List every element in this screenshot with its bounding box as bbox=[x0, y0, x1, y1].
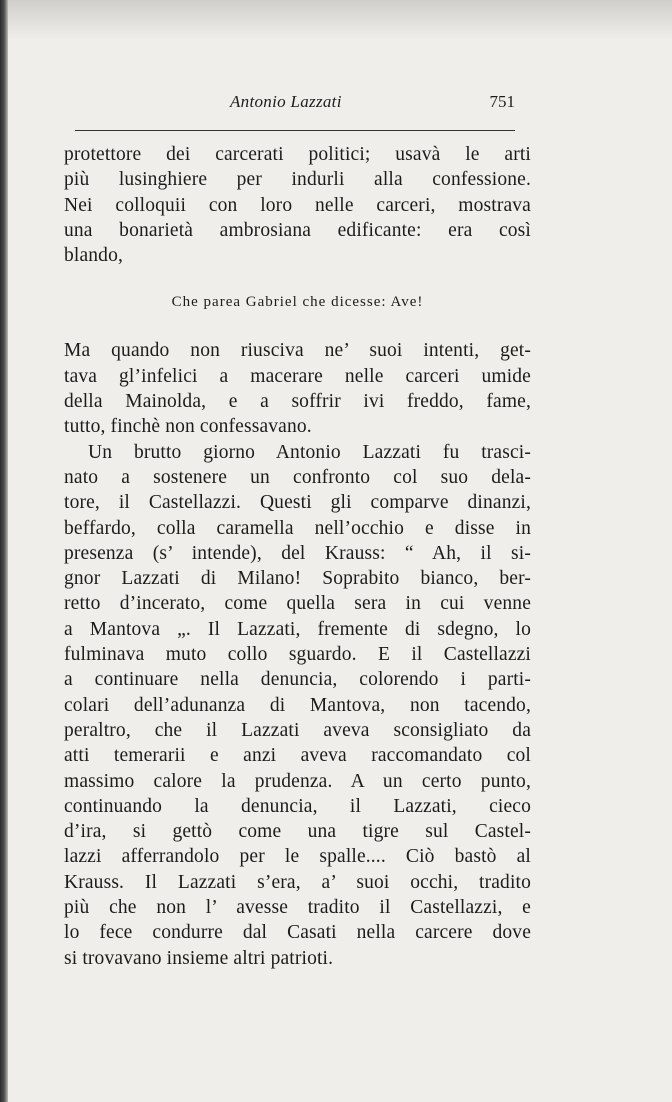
text-line: Un brutto giorno Antonio Lazzati fu trasci- bbox=[88, 441, 531, 463]
text-line: Ma quando non riusciva ne’ suoi intenti, get- bbox=[64, 340, 531, 362]
text-line: fulminava muto collo sguardo. E il Castellazzi bbox=[64, 644, 531, 666]
body-text bbox=[64, 142, 531, 971]
text-line: protettore dei carcerati politici; usavà le arti bbox=[64, 144, 531, 165]
text-line: d’ira, si gettò come una tigre sul Castel- bbox=[64, 821, 531, 843]
book-spine-shadow bbox=[0, 0, 8, 1102]
text-line: colari dell’adunanza di Mantova, non tacendo, bbox=[64, 694, 531, 716]
text-line: una bonarietà ambrosiana edificante: era così bbox=[64, 219, 531, 241]
text-line: presenza (s’ intende), del Krauss: “ Ah, il si- bbox=[64, 542, 531, 564]
text-line: più lusinghiere per indurli alla confessione. bbox=[64, 169, 531, 191]
text-line: peraltro, che il Lazzati aveva sconsigliato da bbox=[64, 719, 531, 741]
text-line: più che non l’ avesse tradito il Castellazzi, e bbox=[64, 897, 531, 919]
text-line: lo fece condurre dal Casati nella carcere dove bbox=[64, 922, 531, 944]
page-header bbox=[75, 92, 515, 118]
text-line: massimo calore la prudenza. A un certo punto, bbox=[64, 770, 531, 792]
text-line: blando, bbox=[64, 245, 123, 267]
page-shadow bbox=[0, 0, 672, 40]
text-line: si trovavano insieme altri patrioti. bbox=[64, 947, 334, 969]
text-line: a continuare nella denuncia, colorendo i parti- bbox=[64, 669, 531, 691]
text-line: atti temerarii e anzi aveva raccomandato col bbox=[64, 745, 531, 767]
text-line: retto d’incerato, come quella sera in cui venne bbox=[64, 593, 531, 615]
text-line: nato a sostenere un confronto col suo dela- bbox=[64, 466, 531, 488]
page-number: 751 bbox=[489, 92, 515, 111]
text-line: tava gl’infelici a macerare nelle carceri umide bbox=[64, 365, 531, 387]
paragraph-3 bbox=[64, 440, 531, 971]
text-line: gnor Lazzati di Milano! Soprabito bianco, ber- bbox=[64, 568, 531, 590]
paragraph-1 bbox=[64, 142, 531, 268]
text-line: Krauss. Il Lazzati s’era, a’ suoi occhi, tradito bbox=[64, 871, 531, 893]
text-line: lazzi afferrandolo per le spalle.... Ciò bastò al bbox=[64, 846, 531, 868]
paragraph-2 bbox=[64, 338, 531, 439]
text-line: Nei colloquii con loro nelle carceri, mostrava bbox=[64, 194, 531, 216]
text-line: a Mantova „. Il Lazzati, fremente di sdegno, lo bbox=[64, 618, 531, 640]
verse-quote: Che parea Gabriel che dicesse: Ave! bbox=[171, 294, 424, 311]
text-line: continuando la denuncia, il Lazzati, cieco bbox=[64, 795, 531, 817]
text-line: della Mainolda, e a soffrir ivi freddo, fame, bbox=[64, 391, 531, 413]
text-line: beffardo, colla caramella nell’occhio e disse in bbox=[64, 517, 531, 539]
text-line: tutto, finchè non confessavano. bbox=[64, 416, 312, 438]
running-head: Antonio Lazzati bbox=[230, 92, 342, 111]
text-line: tore, il Castellazzi. Questi gli comparve dinanzi, bbox=[64, 492, 531, 514]
header-rule bbox=[75, 130, 515, 131]
